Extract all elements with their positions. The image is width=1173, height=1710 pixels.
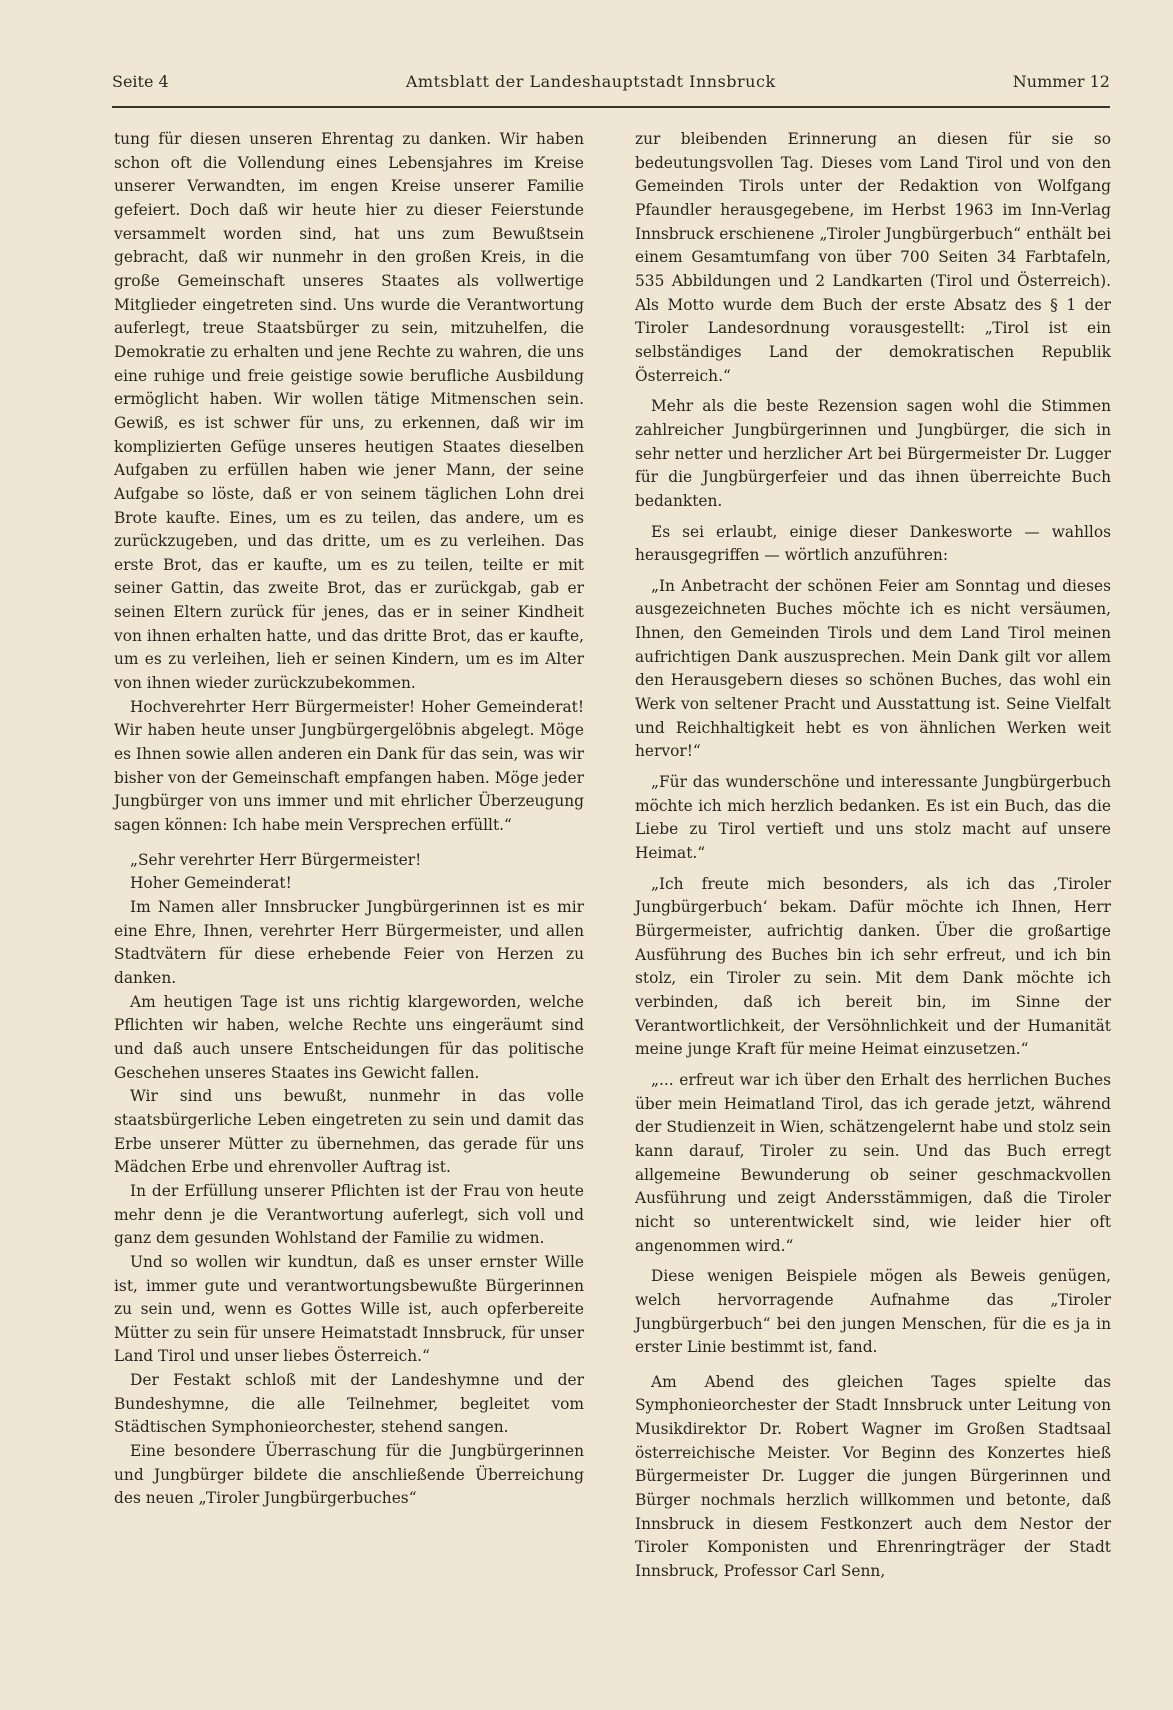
- paragraph: Hochverehrter Herr Bürgermeister! Hoher Gemeinderat! Wir haben heute unser Jungbürgergelöbnis abgelegt. Möge es Ihnen sowie allen anderen ein Dank für das sein, was wir bisher von der Gemeinschaft empfangen haben. Möge jeder Jungbürger von uns immer und mit ehrlicher Überzeugung sagen können: Ich habe mein Versprechen erfüllt.“: [114, 697, 584, 835]
- page-header: [112, 72, 1110, 102]
- paragraph: Im Namen aller Innsbrucker Jungbürgerinnen ist es mir eine Ehre, Ihnen, verehrter Herr Bürgermeister, und allen Stadtvätern für diese erhebende Feier von Herzen zu danken.: [114, 898, 584, 987]
- paragraph: Es sei erlaubt, einige dieser Dankesworte — wahllos herausgegriffen — wörtlich anzuführen:: [635, 522, 1111, 565]
- issue-number: Nummer 12: [1012, 72, 1110, 91]
- page-number: Seite 4: [112, 72, 169, 91]
- paragraph: zur bleibenden Erinnerung an diesen für sie so bedeutungsvollen Tag. Dieses vom Land Tirol und von den Gemeinden Tirols unter der Redaktion von Wolfgang Pfaundler herausgegebene, im Herbst 1963 im Inn-Verlag Innsbruck erschienene „Tiroler Jungbürgerbuch“ enthält bei einem Gesamtumfang von über 700 Seiten 34 Farbtafeln, 535 Abbildungen und 2 Landkarten (Tirol und Österreich). Als Motto wurde dem Buch der erste Absatz des § 1 der Tiroler Landesordnung vorausgestellt: „Tirol ist ein selbständiges Land der demokratischen Republik Österreich.“: [635, 130, 1111, 385]
- paragraph: „Für das wunderschöne und interessante Jungbürgerbuch möchte ich mich herzlich bedanken. Es ist ein Buch, das die Liebe zu Tirol vertieft und uns stolz macht auf unsere Heimat.“: [635, 773, 1111, 863]
- paragraph: In der Erfüllung unserer Pflichten ist der Frau von heute mehr denn je die Verantwortung auferlegt, sich voll und ganz dem gesunden Wohlstand der Familie zu widmen.: [114, 1181, 584, 1248]
- paragraph: Am Abend des gleichen Tages spielte das Symphonieorchester der Stadt Innsbruck unter Leitung von Musikdirektor Dr. Robert Wagner im Großen Stadtsaal österreichische Meister. Vor Beginn des Konzertes hieß Bürgermeister Dr. Lugger die jungen Bürgerinnen und Bürger nochmals herzlich willkommen und betonte, daß Innsbruck in diesem Festkonzert auch dem Nestor der Tiroler Komponisten und Ehrenringträger der Stadt Innsbruck, Professor Carl Senn,: [635, 1372, 1111, 1581]
- right-column: [635, 128, 1111, 1584]
- paragraph: Eine besondere Überraschung für die Jungbürgerinnen und Jungbürger bildete die anschließende Überreichung des neuen „Tiroler Jungbürgerbuches“: [114, 1442, 584, 1508]
- paragraph: Am heutigen Tage ist uns richtig klargeworden, welche Pflichten wir haben, welche Rechte uns eingeräumt sind und daß auch unsere Entscheidungen für das politische Geschehen unseres Staates ins Gewicht fallen.: [114, 992, 584, 1082]
- publication-title: Amtsblatt der Landeshauptstadt Innsbruck: [405, 72, 776, 91]
- paragraph: „Ich freute mich besonders, als ich das ‚Tiroler Jungbürgerbuch‘ bekam. Dafür möchte ich Ihnen, Herr Bürgermeister, aufrichtig danken. Über die großartige Ausführung des Buches bin ich sehr erfreut, und ich bin stolz, ein Tiroler zu sein. Mit dem Dank möchte ich verbinden, daß ich bereit bin, im Sinne der Verantwortlichkeit, der Versöhnlichkeit und der Humanität meine junge Kraft für meine Heimat einzusetzen.“: [635, 874, 1111, 1059]
- header-rule: [112, 106, 1110, 108]
- paragraph: Wir sind uns bewußt, nunmehr in das volle staatsbürgerliche Leben eingetreten zu sein und damit das Erbe unserer Mütter zu übernehmen, das gerade für uns Mädchen Erbe und ehrenvoller Auftrag ist.: [114, 1087, 584, 1177]
- paragraph: Mehr als die beste Rezension sagen wohl die Stimmen zahlreicher Jungbürgerinnen und Jungbürger, die sich in sehr netter und herzlicher Art bei Bürgermeister Dr. Lugger für die Jungbürgerfeier und das ihnen überreichte Buch bedankten.: [635, 397, 1111, 510]
- paragraph: Und so wollen wir kundtun, daß es unser ernster Wille ist, immer gute und verantwortungsbewußte Bürgerinnen zu sein und, wenn es Gottes Wille ist, auch opferbereite Mütter zu sein für unsere Heimatstadt Innsbruck, für unser Land Tirol und unser liebes Österreich.“: [114, 1252, 584, 1366]
- paragraph: „Sehr verehrter Herr Bürgermeister!: [130, 850, 422, 869]
- paragraph: „In Anbetracht der schönen Feier am Sonntag und dieses ausgezeichneten Buches möchte ich es nicht versäumen, Ihnen, den Gemeinden Tirols und dem Land Tirol meinen aufrichtigen Dank auszusprechen. Mein Dank gilt vor allem den Herausgebern dieses so schönen Buches, das wohl ein Werk von seltener Pracht und Ausstattung ist. Seine Vielfalt und Reichhaltigkeit hebt es von ähnlichen Werken weit hervor!“: [635, 576, 1111, 761]
- paragraph: Hoher Gemeinderat!: [130, 874, 292, 893]
- paragraph: Diese wenigen Beispiele mögen als Beweis genügen, welch hervorragende Aufnahme das „Tiroler Jungbürgerbuch“ bei den jungen Menschen, für die es ja in erster Linie bestimmt ist, fand.: [635, 1267, 1111, 1357]
- paragraph: tung für diesen unseren Ehrentag zu danken. Wir haben schon oft die Vollendung eines Lebensjahres im Kreise unserer Verwandten, im engen Kreise unserer Familie gefeiert. Doch daß wir heute hier zu dieser Feierstunde versammelt worden sind, hat uns zum Bewußtsein gebracht, daß wir nunmehr in den großen Kreis, in die große Gemeinschaft unseres Staates als vollwertige Mitglieder eingetreten sind. Uns wurde die Verantwortung auferlegt, treue Staatsbürger zu sein, mitzuhelfen, die Demokratie zu erhalten und jene Rechte zu wahren, die uns eine ruhige und freie geistige sowie berufliche Ausbildung ermöglicht haben. Wir wollen tätige Mitmenschen sein. Gewiß, es ist schwer für uns, zu erkennen, daß wir im komplizierten Gefüge unseres heutigen Staates dieselben Aufgaben zu erfüllen haben wie jener Mann, der seine Aufgabe so löste, daß er von seinem täglichen Lohn drei Brote kaufte. Eines, um es zu teilen, das andere, um es zurückzugeben, und das dritte, um es zu verleihen. Das erste Brot, das er kaufte, um es zu teilen, teilte er mit seiner Gattin, das zweite Brot, das er zurückgab, gab er seinen Eltern zurück für jenes, das er in seiner Kindheit von ihnen erhalten hatte, und das dritte Brot, das er kaufte, um es zu verleihen, lieh er seinen Kindern, um es im Alter von ihnen wieder zurückzubekommen.: [114, 130, 584, 693]
- paragraph: „... erfreut war ich über den Erhalt des herrlichen Buches über mein Heimatland Tirol, das ich gerade jetzt, während der Studienzeit in Wien, schätzengelernt habe und stolz sein kann darauf, Tiroler zu sein. Und das Buch erregt allgemeine Bewunderung ob seiner geschmackvollen Ausführung und zeigt Andersstämmigen, daß die Tiroler nicht so unterentwickelt sind, wie leider hier oft angenommen wird.“: [635, 1070, 1111, 1255]
- left-column: [114, 128, 584, 1511]
- paragraph: Der Festakt schloß mit der Landeshymne und der Bundeshymne, die alle Teilnehmer, begleitet vom Städtischen Symphonieorchester, stehend sangen.: [114, 1371, 584, 1437]
